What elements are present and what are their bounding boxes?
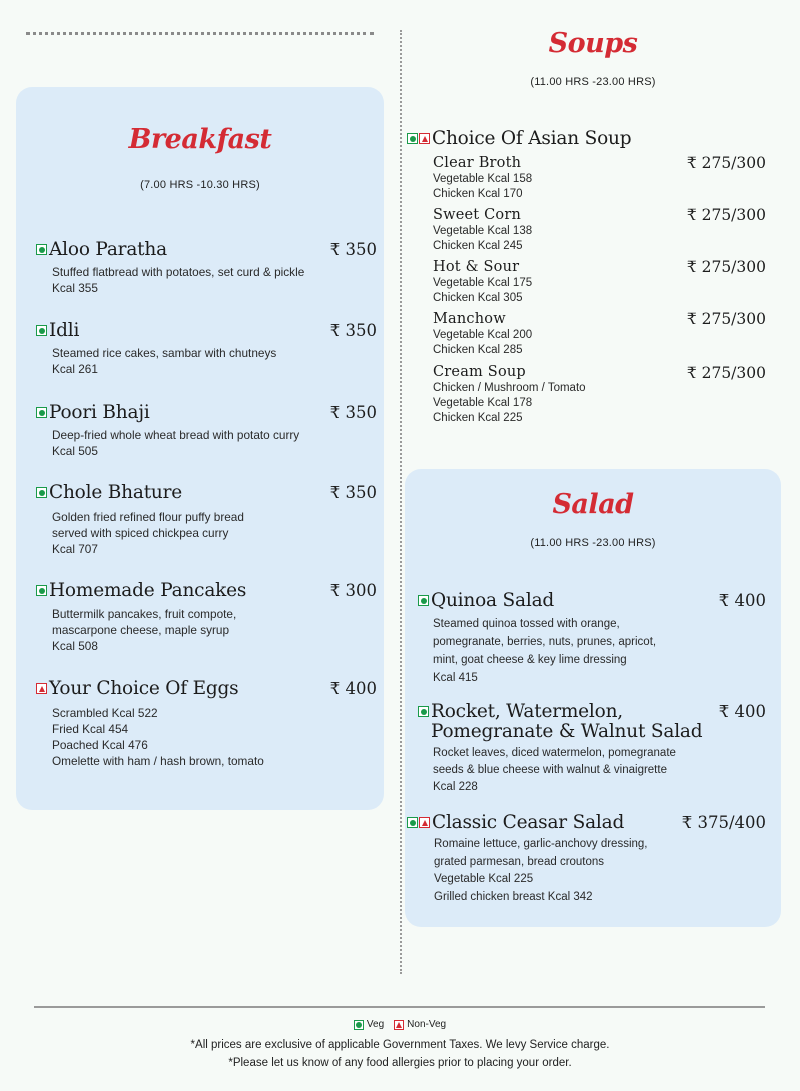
- item-kcal: Vegetable Kcal 175: [433, 277, 533, 289]
- item-desc: mascarpone cheese, maple syrup: [52, 623, 230, 637]
- item-kcal: Chicken Kcal 225: [433, 412, 523, 424]
- item-name: Cream Soup: [433, 364, 526, 380]
- item-name: Clear Broth: [433, 155, 522, 171]
- tax-note: *All prices are exclusive of applicable Government Taxes. We levy Service charge.: [190, 1039, 610, 1051]
- soup-group-name: Choice Of Asian Soup: [432, 128, 632, 149]
- veg-icon: [36, 585, 47, 596]
- item-kcal: Vegetable Kcal 178: [433, 397, 533, 409]
- item-kcal: Vegetable Kcal 200: [433, 329, 533, 341]
- item-kcal: Kcal 261: [52, 362, 98, 376]
- item-name: Sweet Corn: [433, 207, 522, 223]
- item-kcal: Kcal 228: [433, 781, 478, 793]
- column-divider: [400, 30, 402, 974]
- veg-nonveg-icons: [407, 133, 430, 144]
- item-kcal: Chicken Kcal 305: [433, 292, 523, 304]
- menu-item: [407, 813, 766, 906]
- item-desc: seeds & blue cheese with walnut & vinaigrette: [433, 764, 667, 776]
- item-kcal: Kcal 415: [433, 672, 478, 684]
- item-desc: Scrambled Kcal 522: [52, 706, 158, 720]
- item-price: ₹ 275/300: [686, 310, 766, 328]
- item-price: ₹ 350: [329, 321, 377, 340]
- item-name: Your Choice Of Eggs: [49, 678, 239, 699]
- breakfast-panel: [16, 87, 384, 810]
- item-desc: Chicken / Mushroom / Tomato: [433, 382, 586, 394]
- menu-item: [36, 483, 377, 557]
- legend-nonveg-label: Non-Veg: [407, 1019, 447, 1030]
- item-desc: Golden fried refined flour puffy bread: [52, 510, 244, 524]
- allergy-note: *Please let us know of any food allergies prior to placing your order.: [228, 1057, 572, 1069]
- veg-icon: [418, 595, 429, 606]
- item-desc: Romaine lettuce, garlic-anchovy dressing,: [434, 838, 648, 850]
- soups-hours: (11.00 HRS -23.00 HRS): [530, 76, 656, 88]
- soup-item: [433, 155, 766, 202]
- item-price: ₹ 350: [329, 240, 377, 259]
- veg-nonveg-icons: [407, 817, 430, 828]
- nonveg-icon: [394, 1020, 404, 1030]
- menu-item: [36, 321, 377, 377]
- item-desc: Omelette with ham / hash brown, tomato: [52, 754, 264, 768]
- salad-title: Salad: [552, 489, 634, 520]
- item-price: ₹ 375/400: [681, 813, 766, 832]
- item-kcal: Kcal 508: [52, 639, 98, 653]
- top-dotted-rule: [26, 32, 374, 35]
- item-price: ₹ 400: [718, 702, 766, 721]
- item-desc: pomegranate, berries, nuts, prunes, apricot,: [433, 636, 657, 648]
- item-kcal: Chicken Kcal 285: [433, 344, 523, 356]
- item-name: Aloo Paratha: [49, 239, 167, 260]
- veg-icon: [354, 1020, 364, 1030]
- menu-item: [418, 591, 766, 687]
- menu-item: [418, 702, 766, 796]
- item-desc: Fried Kcal 454: [52, 722, 129, 736]
- soup-item: [433, 259, 766, 306]
- soup-item: [433, 311, 766, 358]
- veg-icon: [36, 487, 47, 498]
- item-price: ₹ 400: [329, 679, 377, 698]
- menu-item: [36, 240, 377, 296]
- breakfast-hours: (7.00 HRS -10.30 HRS): [140, 179, 260, 191]
- item-name-line1: Rocket, Watermelon,: [431, 701, 623, 722]
- soup-group: [407, 129, 767, 149]
- item-desc: served with spiced chickpea curry: [52, 526, 229, 540]
- soup-item: [433, 364, 766, 426]
- item-price: ₹ 275/300: [686, 258, 766, 276]
- veg-icon: [36, 325, 47, 336]
- salad-hours: (11.00 HRS -23.00 HRS): [530, 537, 656, 549]
- item-name: Poori Bhaji: [49, 402, 150, 423]
- item-kcal: Vegetable Kcal 138: [433, 225, 533, 237]
- item-name: Homemade Pancakes: [49, 580, 247, 601]
- item-name: Manchow: [433, 311, 506, 327]
- item-desc: Rocket leaves, diced watermelon, pomegranate: [433, 747, 676, 759]
- legend-veg-label: Veg: [366, 1019, 385, 1030]
- item-price: ₹ 350: [329, 403, 377, 422]
- footer-rule: [34, 1006, 765, 1008]
- item-name-line2: Pomegranate & Walnut Salad: [431, 721, 703, 742]
- veg-icon: [418, 706, 429, 717]
- item-price: ₹ 350: [329, 483, 377, 502]
- menu-item: [36, 581, 377, 654]
- item-price: ₹ 275/300: [686, 364, 766, 382]
- item-name: Classic Ceasar Salad: [432, 812, 625, 833]
- nonveg-icon: [36, 683, 47, 694]
- item-name: Hot & Sour: [433, 259, 520, 275]
- item-price: ₹ 400: [718, 591, 766, 610]
- soups-title: Soups: [548, 28, 638, 59]
- item-name: Quinoa Salad: [431, 590, 555, 611]
- item-kcal: Kcal 505: [52, 444, 98, 458]
- item-desc: Steamed quinoa tossed with orange,: [433, 618, 620, 630]
- legend: [0, 1019, 800, 1030]
- item-kcal: Chicken Kcal 170: [433, 188, 523, 200]
- breakfast-title: Breakfast: [128, 124, 272, 155]
- item-desc: mint, goat cheese & key lime dressing: [433, 654, 627, 666]
- item-desc: Poached Kcal 476: [52, 738, 148, 752]
- salad-panel: [405, 469, 781, 927]
- item-price: ₹ 300: [329, 581, 377, 600]
- item-price: ₹ 275/300: [686, 154, 766, 172]
- item-kcal: Vegetable Kcal 225: [434, 873, 534, 885]
- item-desc: Buttermilk pancakes, fruit compote,: [52, 607, 237, 621]
- item-desc: Deep-fried whole wheat bread with potato curry: [52, 428, 300, 442]
- item-kcal: Chicken Kcal 245: [433, 240, 523, 252]
- menu-item: [36, 679, 377, 769]
- veg-icon: [36, 244, 47, 255]
- item-kcal: Grilled chicken breast Kcal 342: [434, 890, 593, 903]
- item-kcal: Kcal 355: [52, 281, 98, 295]
- item-kcal: Kcal 707: [52, 542, 98, 556]
- soup-item: [433, 207, 766, 254]
- item-name: Idli: [49, 320, 80, 341]
- item-name: Chole Bhature: [49, 482, 183, 503]
- item-desc: Stuffed flatbread with potatoes, set curd & pickle: [52, 265, 305, 279]
- item-price: ₹ 275/300: [686, 206, 766, 224]
- item-desc: Steamed rice cakes, sambar with chutneys: [52, 346, 277, 360]
- item-kcal: Vegetable Kcal 158: [433, 173, 533, 185]
- menu-item: [36, 403, 377, 459]
- veg-icon: [36, 407, 47, 418]
- item-desc: grated parmesan, bread croutons: [434, 855, 605, 868]
